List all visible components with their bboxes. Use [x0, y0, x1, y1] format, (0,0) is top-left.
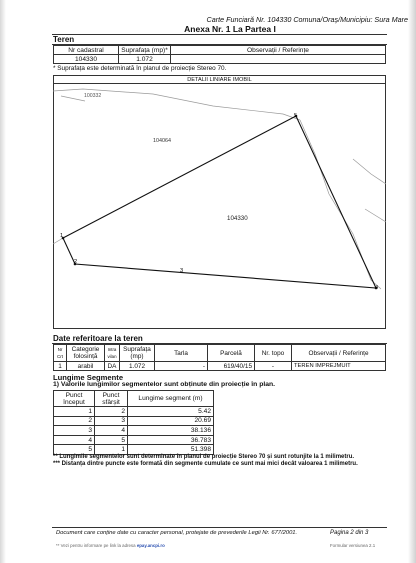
col-parcela: Parcelă: [208, 345, 255, 362]
neighbor-boundary-small: [61, 96, 85, 101]
vertex-label-4: 4: [375, 285, 379, 291]
col-intravilan: Intra vilan: [105, 345, 120, 362]
footer-legal: Document care conține date cu caracter personal, protejate de prevederile Legii Nr. 677/2001.: [56, 530, 298, 536]
neighbor-boundary-e2: [365, 209, 386, 222]
header-divider: [52, 34, 387, 35]
cell-length: 38.136: [128, 426, 214, 436]
col-suprafata: Suprafața (mp)*: [119, 46, 171, 55]
annex-title: Anexa Nr. 1 La Partea I: [184, 24, 276, 34]
col-nr-cadastral: Nr cadastral: [54, 46, 119, 55]
teren-title: Teren: [53, 35, 75, 44]
vertex-label-2: 2: [74, 259, 78, 265]
parcel-label-100332: 100332: [84, 93, 102, 99]
cell-observatii: [171, 55, 386, 64]
segmente-note-2: *** Distanța dintre puncte este formată din segmente cumulate ce sunt mai mici decât valoarea 1 milimetru.: [53, 461, 358, 467]
col-lungime: Lungime segment (m): [128, 391, 214, 407]
cell-start: 3: [54, 426, 95, 436]
vertex-label-1: 1: [60, 233, 64, 239]
parcel-label-104064: 104064: [153, 138, 171, 144]
cell-nr-crt: 1: [54, 362, 67, 371]
segmente-table: [53, 390, 214, 455]
table-row: [54, 435, 214, 445]
parcel-label-104330: 104330: [227, 215, 248, 222]
cell-intravilan: DA: [105, 362, 120, 371]
date-teren-title: Date referitoare la teren: [53, 334, 143, 343]
parcel-boundary: [63, 116, 376, 288]
neighbor-boundary-east: [300, 120, 381, 289]
teren-footnote: * Suprafața este determinată în planul de proiecție Stereo 70.: [53, 65, 227, 72]
cell-start: 4: [54, 435, 95, 445]
vertex-label-3: 3: [180, 268, 184, 274]
cell-suprafata: 1.072: [119, 55, 171, 64]
page-shadow-right: [408, 0, 416, 563]
col-punct-sfarsit: Punct sfârșit: [95, 391, 128, 407]
col-observatii-teren: Observații / Referințe: [292, 345, 386, 362]
cell-end: 4: [95, 426, 128, 436]
cell-length: 20.69: [128, 416, 214, 426]
cell-suprafata-mp: 1.072: [120, 362, 155, 371]
cell-parcela: 619/40/15: [208, 362, 255, 371]
cell-start: 1: [54, 407, 95, 417]
cell-nr-topo: -: [255, 362, 292, 371]
cell-start: 2: [54, 416, 95, 426]
date-teren-table: [53, 344, 386, 371]
segmente-note-1: ** Lungimile segmentelor sunt determinate în planul de proiecție Stereo 70 și sunt rotunjite la 1 milimetru.: [53, 454, 355, 460]
cell-end: 1: [95, 445, 128, 455]
col-observatii: Observații / Referințe: [171, 46, 386, 55]
teren-table: [53, 45, 386, 64]
cell-categorie: arabil: [67, 362, 105, 371]
footer-small-note: [56, 543, 165, 548]
table-row: [54, 407, 214, 417]
cell-end: 3: [95, 416, 128, 426]
col-categorie: Categorie folosință: [67, 345, 105, 362]
cell-observatii-teren: TEREN IMPREJMUIT: [292, 362, 386, 371]
cell-length: 51.398: [128, 445, 214, 455]
cell-nr-cadastral: 104330: [54, 55, 119, 64]
map-banner: DETALII LINIARE IMOBIL: [53, 75, 386, 84]
page-shadow-left: [0, 0, 6, 563]
footer-link[interactable]: epay.ancpi.ro: [136, 543, 165, 548]
segmente-title: Lungime Segmente: [53, 373, 124, 382]
parcel-map: [53, 84, 386, 329]
table-row: [54, 426, 214, 436]
registry-line: Carte Funciară Nr. 104330 Comuna/Oraș/Municipiu: Sura Mare: [206, 15, 408, 24]
footer-form-version: Formular versiunea 2.1: [330, 543, 376, 548]
cell-length: 5.42: [128, 407, 214, 417]
footer-page: Pagina 2 din 3: [330, 530, 369, 536]
col-nr-topo: Nr. topo: [255, 345, 292, 362]
cell-start: 5: [54, 445, 95, 455]
col-punct-inceput: Punct început: [54, 391, 95, 407]
table-row: [54, 416, 214, 426]
footer-small-left: ** Vezi pentru informare pe link la adresa: [56, 543, 136, 548]
neighbor-boundary-ne: [353, 159, 386, 184]
cell-tarla: -: [155, 362, 208, 371]
col-suprafata-mp: Suprafața (mp): [120, 345, 155, 362]
vertex-label-5: 5: [294, 113, 298, 119]
cell-length: 36.783: [128, 435, 214, 445]
segmente-subtitle: 1) Valorile lungimilor segmentelor sunt obținute din proiecție în plan.: [53, 381, 276, 388]
col-nr-crt: Nr Crt: [54, 345, 67, 362]
cell-end: 5: [95, 435, 128, 445]
col-tarla: Tarla: [155, 345, 208, 362]
cell-end: 2: [95, 407, 128, 417]
footer-divider: [52, 527, 387, 528]
